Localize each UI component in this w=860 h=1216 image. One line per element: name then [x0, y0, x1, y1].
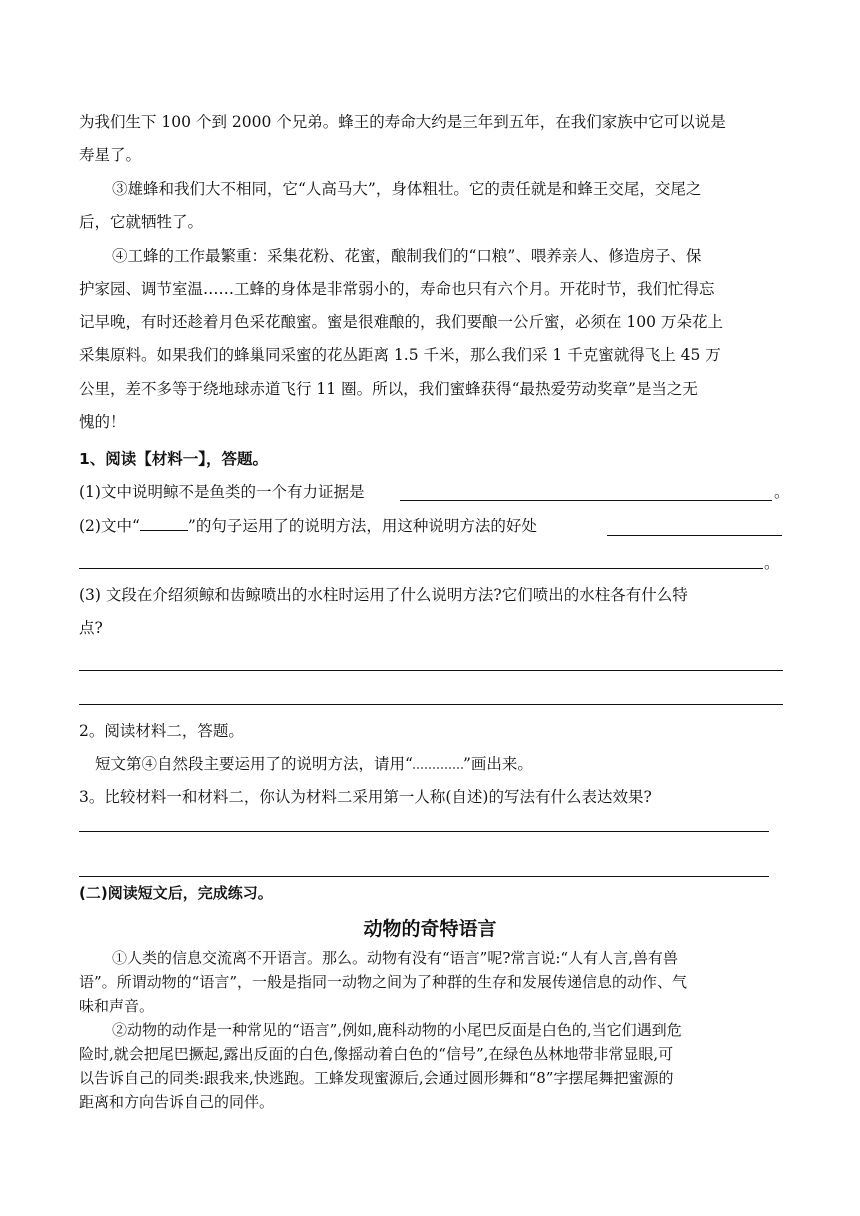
section2-heading: (二)阅读短文后，完成练习。 [79, 884, 273, 902]
question1-1-end: 。 [774, 483, 790, 501]
answer-line-q1-3b[interactable] [79, 704, 783, 705]
question1-title: 1、阅读【材料一】，答题。 [79, 450, 269, 468]
article-title: 动物的奇特语言 [363, 918, 497, 940]
question2-text-b: ”画出来。 [462, 755, 533, 773]
section2-p2-line1: ②动物的动作是一种常见的“语言”,例如,鹿科动物的小尾巴反面是白色的,当它们遇到危 [112, 1021, 682, 1039]
answer-line-q1-3a[interactable] [79, 670, 783, 671]
question1-2-text-b: ”的句子运用了的说明方法，用这种说明方法的好处 [187, 517, 537, 535]
question1-3-line1: (3) 文段在介绍须鲸和齿鲸喷出的水柱时运用了什么说明方法?它们喷出的水柱各有什么特 [79, 586, 688, 604]
question1-2 [79, 516, 785, 536]
material2-p1-line1: 为我们生下 100 个到 2000 个兄弟。蜂王的寿命大约是三年到五年，在我们家族中它可以说是 [79, 113, 726, 131]
material2-p3-line2: 后，它就牺牲了。 [79, 213, 204, 231]
section2-p1-line3: 味和声音。 [79, 997, 155, 1015]
section2-p1-line2: 语”。所谓动物的“语言”，一般是指同一动物之间为了种群的生存和发展传递信息的动作、气 [79, 973, 688, 991]
material2-p1-line2: 寿星了。 [79, 146, 142, 164]
question1-1 [79, 482, 785, 502]
question1-1-text: (1)文中说明鲸不是鱼类的一个有力证据是 [79, 483, 365, 501]
answer-line-q1-2a[interactable] [607, 535, 782, 536]
section2-p2-line3: 以告诉自己的同类:跟我来,快逃跑。工蜂发现蜜源后,会通过圆形舞和“8”字摆尾舞把蜜源的 [79, 1069, 674, 1087]
material2-p4-line5: 公里，差不多等于绕地球赤道飞行 11 圈。所以，我们蜜蜂获得“最热爱劳动奖章”是当之无 [79, 380, 698, 398]
section2-p2-line2: 险时,就会把尾巴撅起,露出反面的白色,像摇动着白色的“信号”,在绿色丛林地带非常显眼,可 [79, 1045, 674, 1063]
question1-2-end: 。 [764, 554, 780, 572]
question2-title: 2。阅读材料二，答题。 [79, 722, 244, 740]
question1-2-text-a: (2)文中“ [79, 517, 140, 535]
answer-line-q3a[interactable] [79, 831, 769, 832]
fill-blank-sentence[interactable] [140, 516, 188, 531]
section2-p2-line4: 距离和方向告诉自己的同伴。 [79, 1093, 275, 1111]
wavy-underline-sample [413, 755, 463, 769]
answer-line-q1-1[interactable] [400, 500, 772, 501]
material2-p4-line1: ④工蜂的工作最繁重：采集花粉、花蜜，酿制我们的“口粮”、喂养亲人、修造房子、保 [112, 247, 702, 265]
material2-p4-line4: 采集原料。如果我们的蜂巢同采蜜的花丛距离 1.5 千米，那么我们采 1 千克蜜就得飞上 45 万 [79, 346, 721, 364]
question2-text-a: 短文第④自然段主要运用了的说明方法，请用“ [95, 755, 413, 773]
question1-3-line2: 点? [79, 619, 103, 637]
question3: 3。比较材料一和材料二，你认为材料二采用第一人称(自述)的写法有什么表达效果? [79, 788, 652, 806]
question2-body [95, 754, 801, 774]
answer-line-q1-2b[interactable] [79, 568, 763, 569]
material2-p4-line3: 记早晚，有时还趁着月色采花酿蜜。蜜是很难酿的，我们要酿一公斤蜜，必须在 100 万朵花上 [79, 313, 723, 331]
material2-p3-line1: ③雄蜂和我们大不相同，它“人高马大”，身体粗壮。它的责任就是和蜂王交尾，交尾之 [112, 180, 702, 198]
material2-p4-line2: 护家园、调节室温……工蜂的身体是非常弱小的，寿命也只有六个月。开花时节，我们忙得忘 [79, 280, 715, 298]
section2-p1-line1: ①人类的信息交流离不开语言。那么。动物有没有“语言”呢?常言说:“人有人言,兽有兽 [112, 949, 678, 967]
material2-p4-line6: 愧的！ [79, 413, 126, 431]
answer-line-q3b[interactable] [79, 876, 769, 877]
